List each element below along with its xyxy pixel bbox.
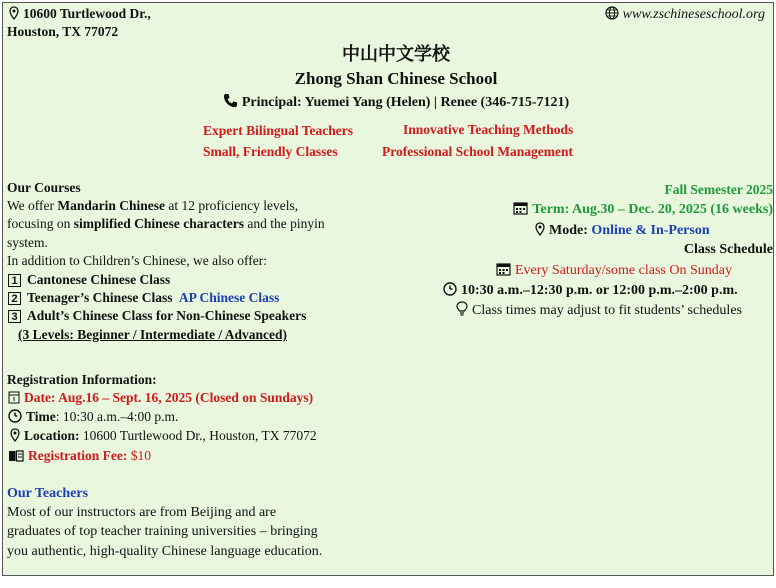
number-3-icon: 3 xyxy=(8,310,21,323)
course-item-label: Teenager’s Chinese Class xyxy=(27,290,173,305)
globe-icon xyxy=(605,6,619,20)
semester-heading: Fall Semester 2025 xyxy=(664,182,773,197)
course-item xyxy=(8,272,170,288)
schedule-note xyxy=(456,301,742,319)
location-value: 10600 Turtlewood Dr., Houston, TX 77072 xyxy=(79,428,317,443)
number-2-icon: 2 xyxy=(8,292,21,305)
schedule-times-text: 10:30 a.m.–12:30 p.m. or 12:00 p.m.–2:00 p.m. xyxy=(461,283,738,298)
ap-chinese-class: AP Chinese Class xyxy=(178,290,280,305)
schedule-note-text: Class times may adjust to fit students’ schedules xyxy=(472,303,742,318)
courses-mandarin: Mandarin Chinese xyxy=(57,198,166,213)
registration-date-text: Date: Aug.16 – Sept. 16, 2025 (Closed on Sundays) xyxy=(24,390,314,405)
feature-methods: Innovative Teaching Methods xyxy=(403,122,574,137)
semester-term xyxy=(513,201,773,218)
course-item-label: Cantonese Chinese Class xyxy=(27,272,171,287)
teachers-heading: Our Teachers xyxy=(7,486,89,501)
courses-text: and the pinyin xyxy=(243,216,325,231)
location-pin-icon xyxy=(535,222,545,236)
schedule-times xyxy=(443,282,738,299)
mode-value: Online & In-Person xyxy=(591,223,710,238)
courses-simplified: simplified Chinese characters xyxy=(73,216,244,231)
course-item-label: Adult’s Chinese Class for Non-Chinese Speakers xyxy=(27,308,307,323)
schedule-days xyxy=(496,262,732,279)
courses-line4: In addition to Children’s Chinese, we also offer: xyxy=(7,253,267,268)
calendar-icon xyxy=(8,391,20,404)
schedule-heading: Class Schedule xyxy=(683,242,773,257)
registration-time xyxy=(8,409,178,425)
teachers-line2: graduates of top teacher training universities – bringing xyxy=(7,524,318,539)
course-levels: (3 Levels: Beginner / Intermediate / Advanced) xyxy=(18,327,287,342)
address-line2: Houston, TX 77072 xyxy=(7,24,119,39)
course-item xyxy=(8,308,306,324)
location-pin-icon xyxy=(10,428,20,442)
teachers-line1: Most of our instructors are from Beijing and are xyxy=(7,505,277,520)
lightbulb-icon xyxy=(456,301,468,316)
clock-icon xyxy=(443,282,457,296)
school-name-english: Zhong Shan Chinese School xyxy=(294,69,498,88)
clock-icon xyxy=(8,409,22,423)
courses-text: We offer xyxy=(7,198,58,213)
time-label: Time xyxy=(26,409,56,424)
courses-text: focusing on xyxy=(7,216,74,231)
registration-heading: Registration Information: xyxy=(7,372,157,387)
feature-management: Professional School Management xyxy=(382,144,573,159)
fee-value: $10 xyxy=(127,448,151,463)
location-label: Location: xyxy=(24,428,80,443)
registration-location xyxy=(10,428,317,444)
address-line1: 10600 Turtlewood Dr., xyxy=(23,6,151,21)
school-name-chinese: 中山中文学校 xyxy=(342,44,450,65)
time-value: : 10:30 a.m.–4:00 p.m. xyxy=(55,409,179,424)
address-block xyxy=(9,6,151,22)
number-1-icon: 1 xyxy=(8,274,21,287)
courses-line2 xyxy=(7,216,325,232)
semester-mode xyxy=(535,222,710,239)
book-icon xyxy=(8,449,24,462)
feature-classes: Small, Friendly Classes xyxy=(203,144,338,159)
calendar-icon xyxy=(513,201,528,215)
flyer xyxy=(2,2,774,576)
phone-icon xyxy=(223,93,238,108)
schedule-days-text: Every Saturday/some class On Sunday xyxy=(515,263,732,278)
registration-date xyxy=(8,390,313,406)
courses-line3: system. xyxy=(7,235,48,250)
principal-text: Principal: Yuemei Yang (Helen) | Renee (346-715-7121) xyxy=(241,95,570,110)
location-pin-icon xyxy=(9,6,19,20)
mode-label: Mode: xyxy=(549,223,592,238)
fee-label: Registration Fee: xyxy=(28,448,128,463)
website-link[interactable]: www.zschineseschool.org xyxy=(622,7,765,22)
feature-teachers: Expert Bilingual Teachers xyxy=(203,123,354,138)
website-block xyxy=(605,6,765,23)
registration-fee xyxy=(8,448,151,464)
courses-heading: Our Courses xyxy=(7,180,81,195)
term-text: Term: Aug.30 – Dec. 20, 2025 (16 weeks) xyxy=(532,202,773,217)
course-item xyxy=(8,290,279,306)
courses-line1 xyxy=(7,198,298,214)
calendar-icon xyxy=(496,262,511,276)
teachers-line3: you authentic, high-quality Chinese language education. xyxy=(7,544,323,559)
courses-text: at 12 proficiency levels, xyxy=(165,198,299,213)
principal-line xyxy=(3,93,776,111)
